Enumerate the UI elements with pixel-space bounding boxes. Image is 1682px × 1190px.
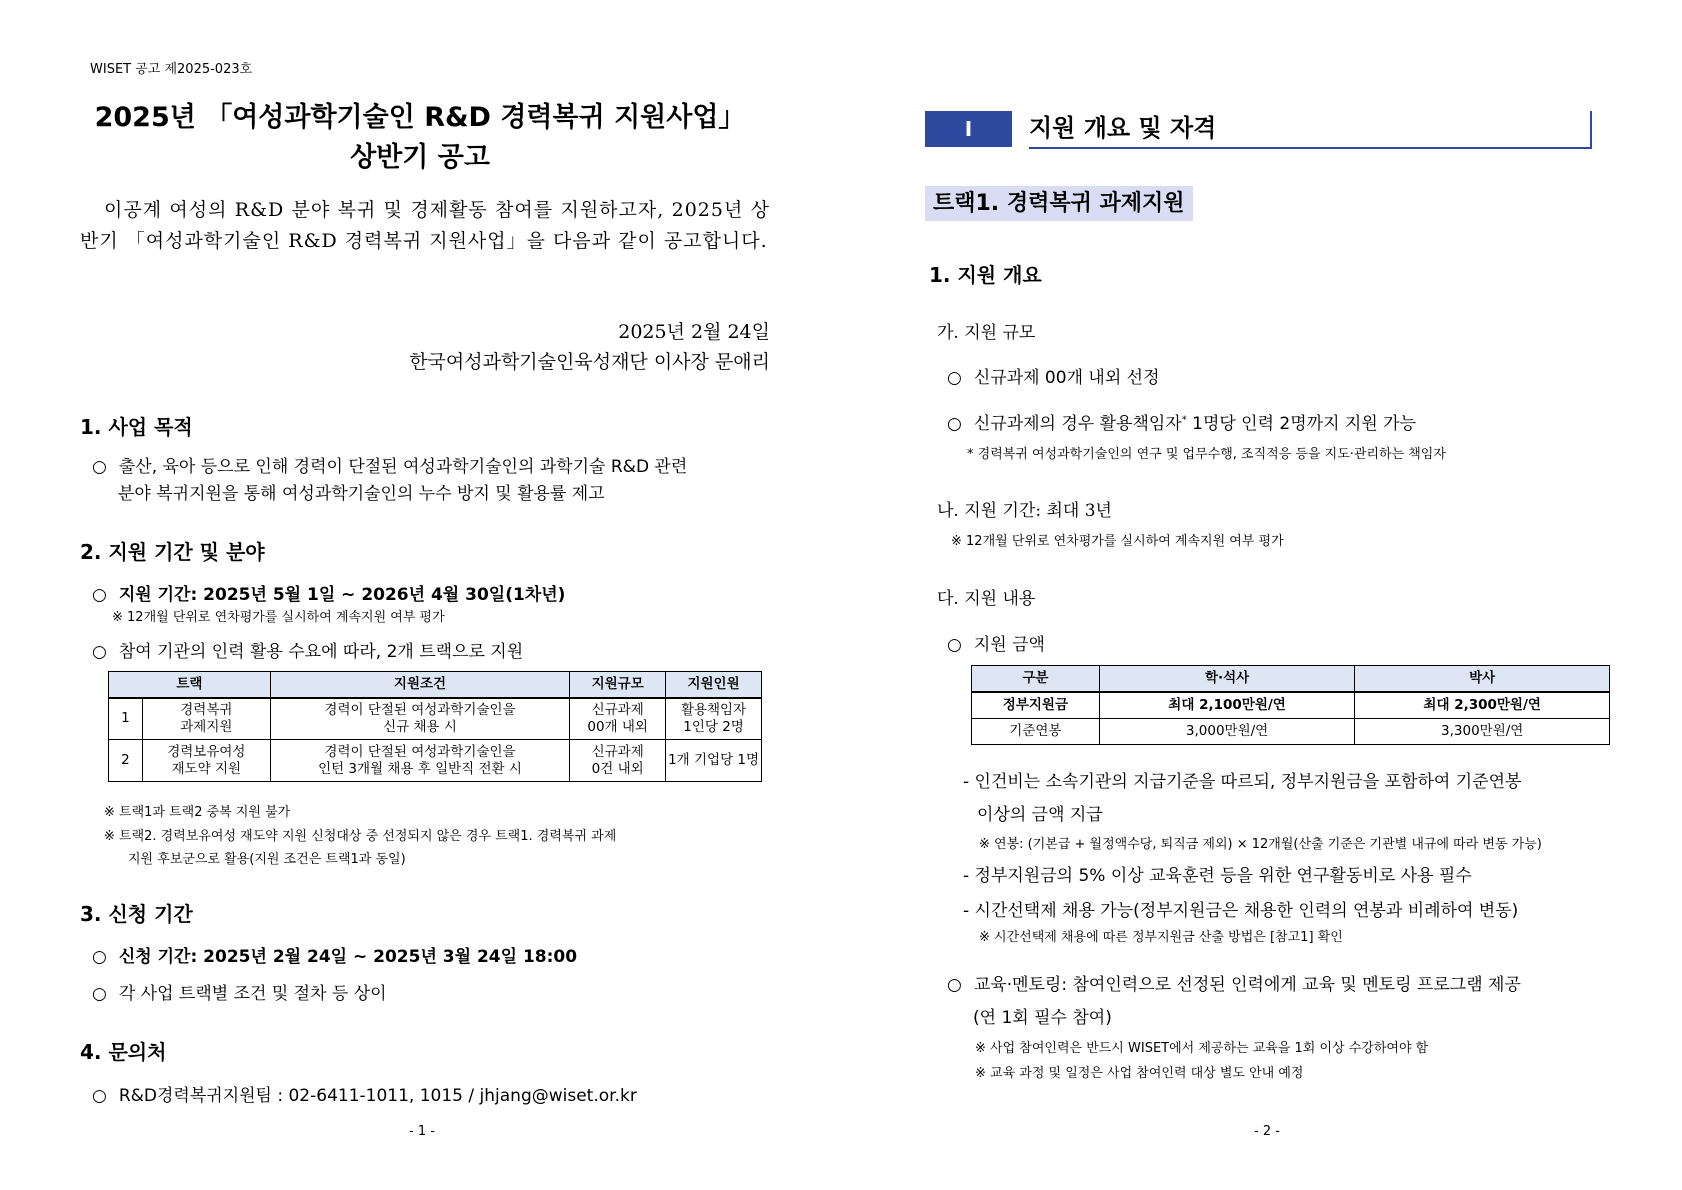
dash-1-note: ※ 연봉: (기본급 + 월정액수당, 퇴직금 제외) × 12개월(산출 기준은 기관별 내규에 따라 변동 가능) [979, 837, 1542, 852]
condition-cell: 경력이 단절된 여성과학기술인을 신규 채용 시 [270, 698, 570, 740]
page-number: - 1 - [409, 1124, 435, 1139]
row-label: 정부지원금 [972, 692, 1100, 719]
na-note: ※ 12개월 단위로 연차평가를 실시하여 계속지원 여부 평가 [951, 534, 1284, 549]
funding-table [971, 665, 1610, 745]
tracks-intro: ○ 참여 기관의 인력 활용 수요에 따라, 2개 트랙으로 지원 [92, 637, 523, 662]
col-header-scale: 지원규모 [570, 672, 666, 698]
scale-cell: 신규과제 0건 내외 [570, 740, 666, 782]
announcement-date: 2025년 2월 24일 [618, 321, 770, 343]
people-cell: 1개 기업당 1명 [666, 740, 762, 782]
section-badge: I [925, 111, 1012, 147]
table-row [109, 740, 762, 782]
col-header-track: 트랙 [109, 672, 271, 698]
support-period: ○ 지원 기간: 2025년 5월 1일 ~ 2026년 4월 30일(1차년) [92, 580, 565, 605]
support-period-note: ※ 12개월 단위로 연차평가를 실시하여 계속지원 여부 평가 [112, 610, 445, 625]
table-row [109, 698, 762, 740]
section-title: 지원 개요 및 자격 [1029, 111, 1592, 149]
education-line-2: (연 1회 필수 참여) [973, 1008, 1112, 1028]
ba-ms-cell: 3,000만원/연 [1099, 719, 1355, 745]
tracks-note-2-line-2: 지원 후보군으로 활용(지원 조건은 트랙1과 동일) [128, 852, 406, 867]
subsection-na: 나. 지원 기간: 최대 3년 [937, 501, 1112, 521]
title-line-1: 2025년 「여성과학기술인 R&D 경력복귀 지원사업」 [94, 102, 746, 133]
col-header-people: 지원인원 [666, 672, 762, 698]
contact-info: ○ R&D경력복귀지원팀 : 02-6411-1011, 1015 / jhjang@wiset.or.kr [92, 1081, 637, 1106]
table-row [972, 692, 1610, 719]
row-label: 기준연봉 [972, 719, 1100, 745]
row-number: 2 [109, 740, 143, 782]
condition-cell: 경력이 단절된 여성과학기술인을 인턴 3개월 채용 후 일반직 전환 시 [270, 740, 570, 782]
tracks-table [108, 671, 762, 782]
ba-ms-cell: 최대 2,100만원/연 [1099, 692, 1355, 719]
track-name-cell: 경력보유여성 재도약 지원 [142, 740, 270, 782]
issuer: 한국여성과학기술인육성재단 이사장 문애리 [409, 351, 770, 373]
dash-3-note: ※ 시간선택제 채용에 따른 정부지원금 산출 방법은 [참고1] 확인 [979, 930, 1343, 945]
people-cell: 활용책임자 1인당 2명 [666, 698, 762, 740]
page-2 [841, 0, 1682, 1190]
ga-footnote: * 경력복귀 여성과학기술인의 연구 및 업무수행, 조직적응 등을 지도·관리하는 책임자 [967, 447, 1446, 462]
tracks-note-2-line-1: ※ 트랙2. 경력보유여성 재도약 지원 신청대상 중 선정되지 않은 경우 트랙1. 경력복귀 과제 [104, 829, 617, 844]
section-1-item-line-2: 분야 복귀지원을 통해 여성과학기술인의 누수 방지 및 활용률 제고 [118, 484, 605, 504]
col-header-condition: 지원조건 [270, 672, 570, 698]
subsection-ga: 가. 지원 규모 [937, 323, 1036, 343]
col-header-category: 구분 [972, 666, 1100, 692]
dash-1-line-1: - 인건비는 소속기관의 지급기준을 따르되, 정부지원금을 포함하여 기준연봉 [963, 772, 1522, 792]
dash-1-line-2: 이상의 금액 지급 [977, 805, 1103, 825]
col-header-phd: 박사 [1355, 666, 1610, 692]
application-item: ○ 각 사업 트랙별 조건 및 절차 등 상이 [92, 979, 387, 1004]
table-header-row [109, 672, 762, 698]
education-note-2: ※ 교육 과정 및 일정은 사업 참여인력 대상 별도 안내 예정 [975, 1066, 1304, 1081]
section-1-heading: 1. 사업 목적 [80, 415, 193, 439]
dash-2: - 정부지원금의 5% 이상 교육훈련 등을 위한 연구활동비로 사용 필수 [963, 866, 1472, 886]
education-note-1: ※ 사업 참여인력은 반드시 WISET에서 제공하는 교육을 1회 이상 수강하여야 함 [975, 1041, 1429, 1056]
phd-cell: 3,300만원/연 [1355, 719, 1610, 745]
phd-cell: 최대 2,300만원/연 [1355, 692, 1610, 719]
scale-cell: 신규과제 00개 내외 [570, 698, 666, 740]
title-line-2: 상반기 공고 [350, 142, 490, 173]
section-4-heading: 4. 문의처 [80, 1040, 167, 1064]
section-3-heading: 3. 신청 기간 [80, 902, 193, 926]
track-title: 트랙1. 경력복귀 과제지원 [925, 186, 1193, 221]
education-line-1: ○ 교육·멘토링: 참여인력으로 선정된 인력에게 교육 및 멘토링 프로그램 제공 [947, 970, 1521, 995]
ga-item-2: ○ 신규과제의 경우 활용책임자* 1명당 인력 2명까지 지원 가능 [947, 409, 1416, 434]
page-number: - 2 - [1254, 1124, 1280, 1139]
row-number: 1 [109, 698, 143, 740]
da-item: ○ 지원 금액 [947, 630, 1045, 655]
dash-3: - 시간선택제 채용 가능(정부지원금은 채용한 인력의 연봉과 비례하여 변동) [963, 901, 1519, 921]
subsection-da: 다. 지원 내용 [937, 589, 1036, 609]
application-period: ○ 신청 기간: 2025년 2월 24일 ~ 2025년 3월 24일 18:00 [92, 942, 577, 967]
ga-item-1: ○ 신규과제 00개 내외 선정 [947, 363, 1160, 388]
tracks-note-1: ※ 트랙1과 트랙2 중복 지원 불가 [104, 805, 291, 820]
track-name-cell: 경력복귀 과제지원 [142, 698, 270, 740]
doc-number: WISET 공고 제2025-023호 [90, 62, 253, 77]
overview-heading: 1. 지원 개요 [929, 263, 1042, 287]
intro-paragraph: 이공계 여성의 R&D 분야 복귀 및 경제활동 참여를 지원하고자, 2025년 상반기 「여성과학기술인 R&D 경력복귀 지원사업」을 다음과 같이 공고합니다. [80, 199, 770, 252]
col-header-ba-ms: 학·석사 [1099, 666, 1355, 692]
section-1-item-line-1: ○ 출산, 육아 등으로 인해 경력이 단절된 여성과학기술인의 과학기술 R&D 관련 [92, 452, 687, 477]
section-2-heading: 2. 지원 기간 및 분야 [80, 540, 265, 564]
table-header-row [972, 666, 1610, 692]
table-row [972, 719, 1610, 745]
